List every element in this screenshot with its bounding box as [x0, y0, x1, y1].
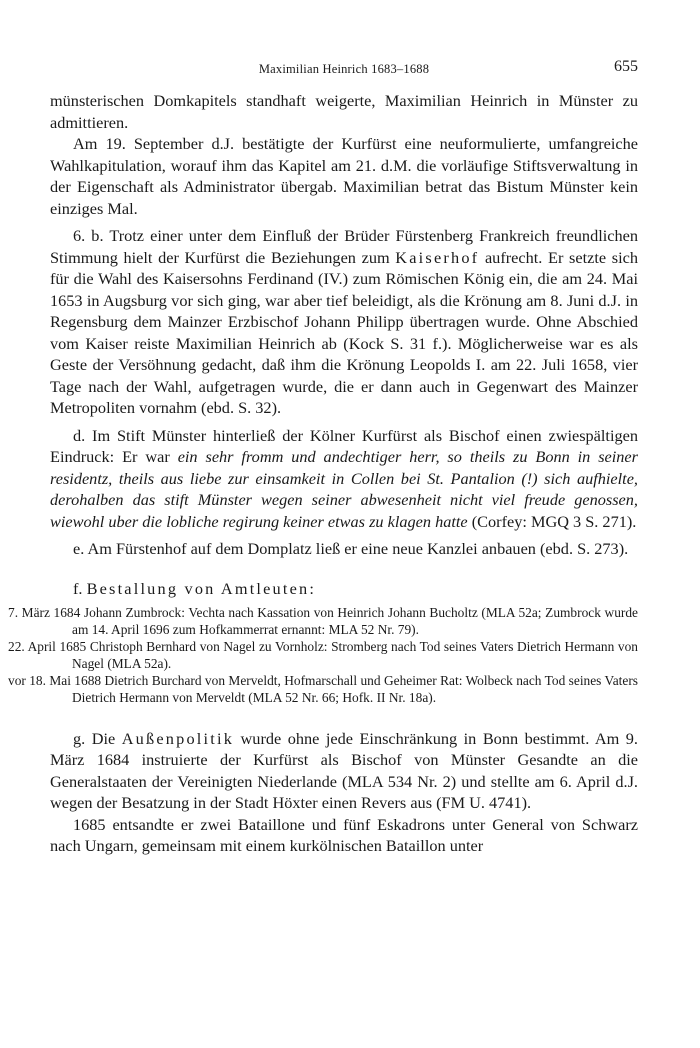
- paragraph-g-aussenpolitik: [50, 728, 638, 814]
- heading-prefix: f.: [73, 578, 87, 598]
- paragraph-1685: 1685 entsandte er zwei Bataillone und fünf Eskadrons unter General von Schwarz nach Ungarn, gemeinsam mit einem kurkölnischen Bataillon unter: [50, 814, 638, 856]
- list-item: 7. März 1684 Johann Zumbrock: Vechta nach Kassation von Heinrich Johann Bucholtz (MLA 52a; Zumbrock wurde am 14. April 1696 zum Hofkammerrat ernannt: MLA 52 Nr. 79).: [8, 605, 638, 637]
- list-item: 22. April 1685 Christoph Bernhard von Nagel zu Vornholz: Stromberg nach Tod seines Vaters Dietrich Hermann von Nagel (MLA 52a).: [8, 639, 638, 671]
- spaced-term: Kaiserhof: [395, 247, 480, 267]
- text-fragment: aufrecht. Er setzte sich für die Wahl des Kaisersohns Ferdinand (IV.) zum Römischen König ein, die am 24. Mai 1653 in Augsburg vor sich ging, war aber tief beleidigt, als die Krönung am 8. Juni d.J. in Regensburg dem Mainzer Erzbischof Johann Philipp übertragen wurde. Ohne Abschied vom Kaiser reiste Maximilian Heinrich ab (Kock S. 31 f.). Möglicherweise war es als Geste der Versöhnung gedacht, daß ihm die Krönung Leopolds I. am 22. Juli 1658, vier Tage nach der Wahl, aufgetragen wurde, die er dann auch in Gegenwart des Mainzer Metropoliten vornahm (ebd. S. 32).: [50, 247, 638, 417]
- paragraph-6b-kaiserhof: [50, 225, 638, 419]
- spacer: [50, 708, 638, 728]
- page-number: 655: [614, 58, 638, 75]
- paragraph-continuation: münsterischen Domkapitels standhaft weigerte, Maximilian Heinrich in Münster zu admittieren.: [50, 91, 638, 132]
- appointments-list: [8, 605, 638, 707]
- page-header: [50, 58, 638, 82]
- paragraph-election-capitulation: Am 19. September d.J. bestätigte der Kurfürst eine neuformulierte, umfangreiche Wahlkapitulation, worauf ihm das Kapitel am 21. d.M. die vorläufige Stiftsverwaltung in der Eigenschaft als Administrator übergab. Maximilian betrat das Bistum Münster kein einziges Mal.: [50, 134, 638, 218]
- running-title: Maximilian Heinrich 1683–1688: [258, 62, 430, 76]
- body-text: [8, 90, 638, 857]
- paragraph-d-muenster: [50, 425, 638, 533]
- book-page: [8, 58, 638, 857]
- text-fragment: g. Die: [73, 728, 122, 748]
- paragraph-e-kanzlei: e. Am Fürstenhof auf dem Domplatz ließ er eine neue Kanzlei anbauen (ebd. S. 273).: [73, 539, 629, 558]
- text-fragment: wurde ohne jede Einschränkung in Bonn bestimmt. Am 9. März 1684 instruierte der Kurfürst als Bischof von Münster Gesandte an die Generalstaaten der Vereinigten Niederlande (MLA 534 Nr. 2) und stellte am 6. April d.J. wegen der Besatzung in der Stadt Höxter einen Revers aus (FM U. 4741).: [50, 728, 638, 813]
- text-fragment: (Corfey: MGQ 3 S. 271).: [467, 511, 637, 531]
- spaced-term: Außenpolitik: [121, 728, 235, 748]
- text-fragment: d. Im Stift Münster hinterließ der Kölner Kurfürst als Bischof einen zwiespältigen Eindruck: Er war: [50, 425, 638, 466]
- section-heading-bestallung: [50, 578, 638, 600]
- list-item: vor 18. Mai 1688 Dietrich Burchard von Merveldt, Hofmarschall und Geheimer Rat: Wolbeck nach Tod seines Vaters Dietrich Hermann von Merveldt (MLA 52 Nr. 66; Hofk. II Nr. 18a).: [8, 673, 638, 705]
- quotation-italic: ein sehr fromm und andechtiger herr, so theils zu Bonn in seiner residentz, theils aus liebe zur einsamkeit in Collen bei St. Pantalion (!) sich aufhielte, derohalben das stift Münster wegen seiner abwesenheit nicht viel freude genossen, wiewohl uber die lobliche regirung keiner etwas zu klagen hatte: [50, 447, 638, 531]
- text-fragment: 6. b. Trotz einer unter dem Einfluß der Brüder Fürstenberg Frankreich freundlichen Stimmung hielt der Kurfürst die Beziehungen zum: [50, 226, 638, 267]
- heading-spaced: Bestallung von Amtleuten: [86, 578, 310, 598]
- heading-suffix: :: [309, 578, 314, 598]
